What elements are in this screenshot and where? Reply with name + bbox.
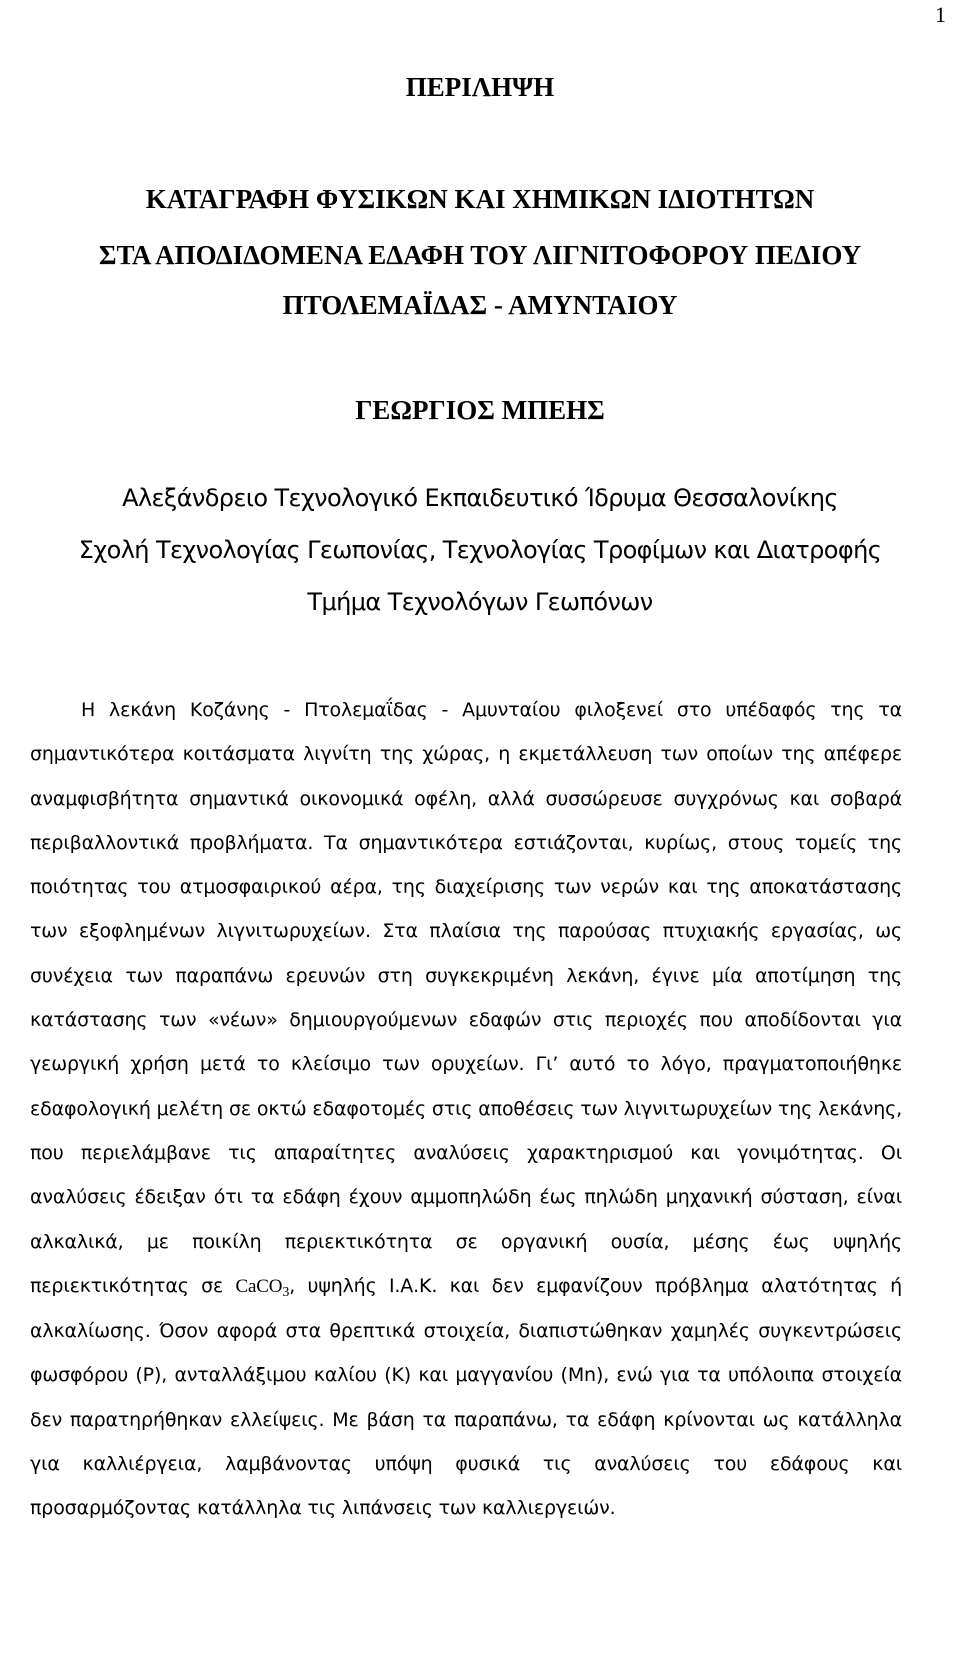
- caco3-main: CaCO: [235, 1275, 283, 1297]
- title-line-3: ΠΤΟΛΕΜΑΪΔΑΣ - ΑΜΥΝΤΑΙΟΥ: [282, 290, 678, 320]
- caco3-formula: [235, 1275, 290, 1300]
- abstract-text-part2: , υψηλής Ι.Α.Κ. και δεν εμφανίζουν πρόβλημα αλατότητας ή αλκαλίωσης. Όσον αφορά στα θρεπτικά στοιχεία, διαπιστώθηκαν χαμηλές συγκεντρώσεις φωσφόρου (P), ανταλλάξιμου καλίου (K) και μαγγανίου (Mn), ενώ για τα υπόλοιπα στοιχεία δεν παρατηρήθηκαν ελλείψεις. Με βάση τα παραπάνω, τα εδάφη κρίνονται ως κατάλληλα για καλλιέργεια, λαμβάνοντας υπόψη φυσικά τις αναλύσεις του εδάφους και προσαρμόζοντας κατάλληλα τις λιπάνσεις των καλλιεργειών.: [30, 1274, 902, 1520]
- caco3-subscript: 3: [282, 1284, 290, 1300]
- affiliation-institution: Αλεξάνδρειο Τεχνολογικό Εκπαιδευτικό Ίδρυμα Θεσσαλονίκης: [122, 484, 838, 512]
- author-name: ΓΕΩΡΓΙΟΣ ΜΠΕΗΣ: [355, 395, 605, 425]
- page-number: 1: [935, 2, 946, 27]
- abstract-text-part1: Η λεκάνη Κοζάνης - Πτολεμαΐδας - Αμυνταίου φιλοξενεί στο υπέδαφός της τα σημαντικότερα κοιτάσματα λιγνίτη της χώρας, η εκμετάλλευση των οποίων της απέφερε αναμφισβήτητα σημαντικά οικονομικά οφέλη, αλλά συσσώρευσε συγχρόνως και σοβαρά περιβαλλοντικά προβλήματα. Τα σημαντικότερα εστιάζονται, κυρίως, στους τομείς της ποιότητας του ατμοσφαιρικού αέρα, της διαχείρισης των νερών και της αποκατάστασης των εξοφλημένων λιγνιτωρυχείων. Στα πλαίσια της παρούσας πτυχιακής εργασίας, ως συνέχεια των παραπάνω ερευνών στη συγκεκριμένη λεκάνη, έγινε μία αποτίμηση της κατάστασης των «νέων» δημιουργούμενων εδαφών στις περιοχές που αποδίδονται για γεωργική χρήση μετά το κλείσιμο των ορυχείων. Γι’ αυτό το λόγο, πραγματοποιήθηκε εδαφολογική μελέτη σε οκτώ εδαφοτομές στις αποθέσεις των λιγνιτωρυχείων της λεκάνης, που περιελάμβανε τις απαραίτητες αναλύσεις χαρακτηρισμού και γονιμότητας. Οι αναλύσεις έδειξαν ότι τα εδάφη έχουν αμμοπηλώδη έως πηλώδη μηχανική σύσταση, είναι αλκαλικά, με ποικίλη περιεκτικότητα σε οργανική ουσία, μέσης έως υψηλής περιεκτικότητας σε: [30, 699, 902, 1297]
- summary-heading: ΠΕΡΙΛΗΨΗ: [405, 72, 555, 102]
- title-line-1: ΚΑΤΑΓΡΑΦΗ ΦΥΣΙΚΩΝ ΚΑΙ ΧΗΜΙΚΩΝ ΙΔΙΟΤΗΤΩΝ: [145, 184, 815, 214]
- affiliation-department: Τμήμα Τεχνολόγων Γεωπόνων: [307, 588, 653, 616]
- title-line-2: ΣΤΑ ΑΠΟΔΙΔΟΜΕΝΑ ΕΔΑΦΗ ΤΟΥ ΛΙΓΝΙΤΟΦΟΡΟΥ ΠΕΔΙΟΥ: [98, 240, 862, 270]
- abstract-paragraph: [30, 688, 902, 1531]
- affiliation-school: Σχολή Τεχνολογίας Γεωπονίας, Τεχνολογίας Τροφίμων και Διατροφής: [78, 536, 882, 564]
